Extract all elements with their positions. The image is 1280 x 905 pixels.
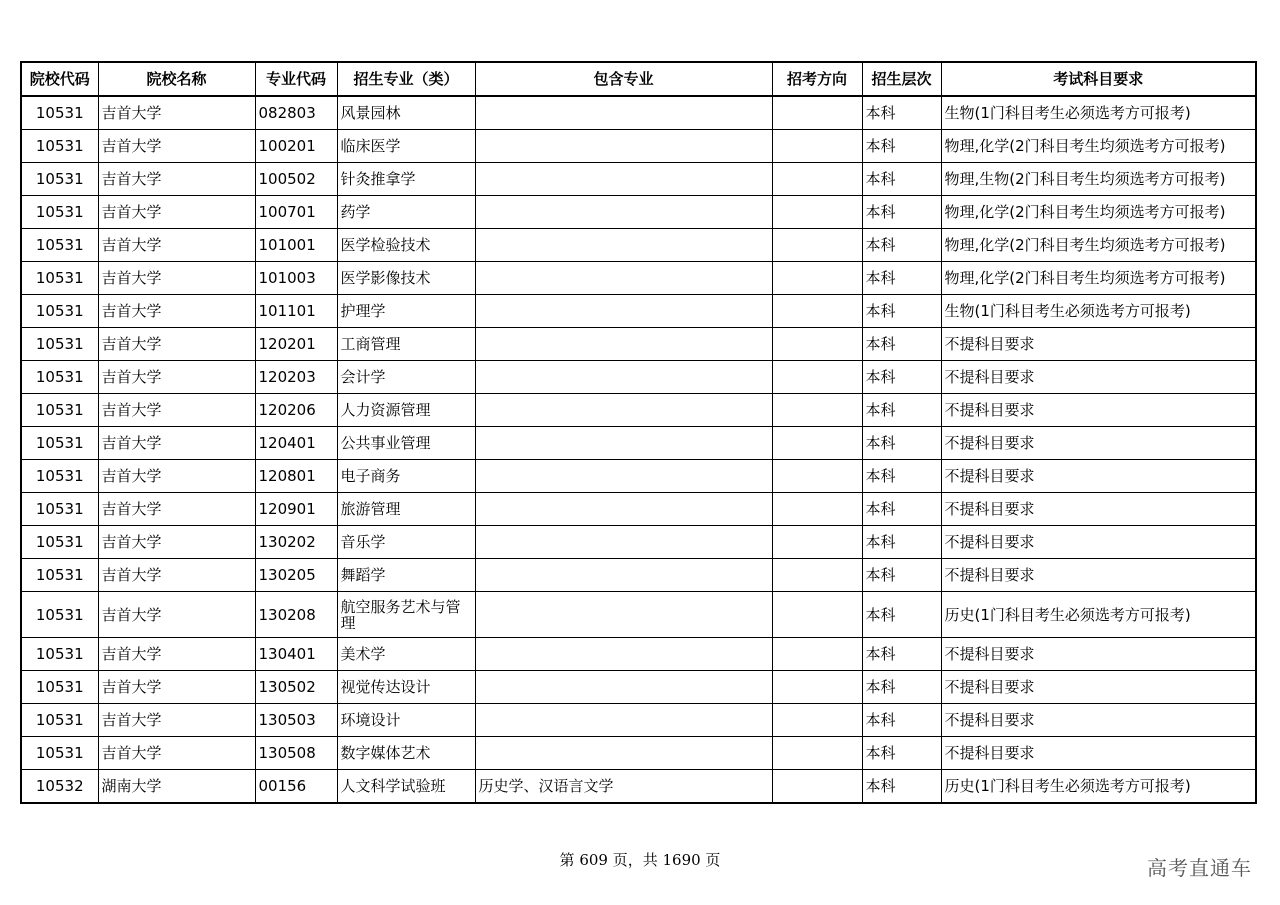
cell-major-code: 120206 <box>255 394 337 427</box>
cell-included-majors <box>475 526 772 559</box>
table-body <box>21 96 1256 803</box>
cell-included-majors <box>475 361 772 394</box>
cell-level: 本科 <box>862 328 941 361</box>
cell-direction <box>772 262 862 295</box>
cell-school-name: 吉首大学 <box>98 559 255 592</box>
cell-included-majors <box>475 229 772 262</box>
cell-major-code: 00156 <box>255 770 337 804</box>
cell-level: 本科 <box>862 295 941 328</box>
cell-school-code: 10531 <box>21 638 98 671</box>
cell-school-code: 10531 <box>21 493 98 526</box>
cell-school-code: 10531 <box>21 361 98 394</box>
cell-major-name: 护理学 <box>337 295 475 328</box>
cell-included-majors <box>475 328 772 361</box>
cell-included-majors <box>475 96 772 130</box>
cell-school-code: 10531 <box>21 196 98 229</box>
cell-direction <box>772 295 862 328</box>
table-row <box>21 229 1256 262</box>
cell-subject-requirement: 生物(1门科目考生必须选考方可报考) <box>941 96 1256 130</box>
cell-direction <box>772 130 862 163</box>
cell-included-majors <box>475 394 772 427</box>
cell-subject-requirement: 不提科目要求 <box>941 671 1256 704</box>
cell-major-code: 100701 <box>255 196 337 229</box>
cell-subject-requirement: 不提科目要求 <box>941 559 1256 592</box>
cell-subject-requirement: 不提科目要求 <box>941 328 1256 361</box>
table-row <box>21 427 1256 460</box>
table-row <box>21 592 1256 638</box>
cell-subject-requirement: 物理,生物(2门科目考生均须选考方可报考) <box>941 163 1256 196</box>
header-school-code: 院校代码 <box>21 62 98 96</box>
table-row <box>21 671 1256 704</box>
cell-included-majors <box>475 130 772 163</box>
cell-school-code: 10531 <box>21 526 98 559</box>
cell-school-name: 吉首大学 <box>98 427 255 460</box>
table-row <box>21 394 1256 427</box>
cell-level: 本科 <box>862 460 941 493</box>
cell-included-majors: 历史学、汉语言文学 <box>475 770 772 804</box>
cell-direction <box>772 638 862 671</box>
cell-major-code: 130508 <box>255 737 337 770</box>
cell-school-name: 吉首大学 <box>98 671 255 704</box>
cell-major-code: 130401 <box>255 638 337 671</box>
header-direction: 招考方向 <box>772 62 862 96</box>
cell-direction <box>772 592 862 638</box>
cell-major-name: 会计学 <box>337 361 475 394</box>
cell-school-code: 10531 <box>21 295 98 328</box>
cell-major-code: 120201 <box>255 328 337 361</box>
table-row <box>21 196 1256 229</box>
page-number: 第 609 页，共 1690 页 <box>559 851 721 869</box>
cell-subject-requirement: 不提科目要求 <box>941 361 1256 394</box>
cell-subject-requirement: 不提科目要求 <box>941 427 1256 460</box>
cell-subject-requirement: 不提科目要求 <box>941 704 1256 737</box>
table-row <box>21 638 1256 671</box>
cell-major-code: 101101 <box>255 295 337 328</box>
cell-major-name: 临床医学 <box>337 130 475 163</box>
cell-subject-requirement: 不提科目要求 <box>941 460 1256 493</box>
cell-school-code: 10531 <box>21 130 98 163</box>
cell-level: 本科 <box>862 96 941 130</box>
cell-level: 本科 <box>862 592 941 638</box>
cell-level: 本科 <box>862 638 941 671</box>
cell-subject-requirement: 不提科目要求 <box>941 493 1256 526</box>
cell-level: 本科 <box>862 427 941 460</box>
cell-major-name: 药学 <box>337 196 475 229</box>
table-row <box>21 96 1256 130</box>
enrollment-table <box>20 61 1257 804</box>
cell-included-majors <box>475 592 772 638</box>
cell-school-code: 10531 <box>21 737 98 770</box>
cell-level: 本科 <box>862 229 941 262</box>
cell-major-code: 100201 <box>255 130 337 163</box>
cell-included-majors <box>475 638 772 671</box>
table-row <box>21 559 1256 592</box>
cell-major-code: 130208 <box>255 592 337 638</box>
cell-level: 本科 <box>862 163 941 196</box>
cell-direction <box>772 671 862 704</box>
cell-major-name: 人文科学试验班 <box>337 770 475 804</box>
cell-direction <box>772 526 862 559</box>
cell-level: 本科 <box>862 361 941 394</box>
cell-level: 本科 <box>862 196 941 229</box>
cell-subject-requirement: 不提科目要求 <box>941 638 1256 671</box>
cell-subject-requirement: 不提科目要求 <box>941 526 1256 559</box>
cell-school-code: 10531 <box>21 460 98 493</box>
cell-included-majors <box>475 493 772 526</box>
cell-level: 本科 <box>862 671 941 704</box>
cell-level: 本科 <box>862 526 941 559</box>
cell-direction <box>772 559 862 592</box>
cell-direction <box>772 163 862 196</box>
cell-school-name: 吉首大学 <box>98 526 255 559</box>
cell-major-name: 工商管理 <box>337 328 475 361</box>
cell-school-code: 10531 <box>21 96 98 130</box>
cell-included-majors <box>475 737 772 770</box>
cell-major-name: 美术学 <box>337 638 475 671</box>
cell-included-majors <box>475 295 772 328</box>
table-row <box>21 737 1256 770</box>
cell-major-name: 医学影像技术 <box>337 262 475 295</box>
header-row <box>21 62 1256 96</box>
cell-direction <box>772 96 862 130</box>
cell-major-code: 120401 <box>255 427 337 460</box>
header-level: 招生层次 <box>862 62 941 96</box>
cell-major-name: 环境设计 <box>337 704 475 737</box>
cell-major-name: 针灸推拿学 <box>337 163 475 196</box>
cell-direction <box>772 196 862 229</box>
cell-school-name: 吉首大学 <box>98 394 255 427</box>
table-row <box>21 704 1256 737</box>
cell-major-name: 航空服务艺术与管理 <box>337 592 475 638</box>
cell-included-majors <box>475 559 772 592</box>
cell-included-majors <box>475 262 772 295</box>
cell-school-name: 吉首大学 <box>98 493 255 526</box>
cell-major-code: 120901 <box>255 493 337 526</box>
cell-major-name: 公共事业管理 <box>337 427 475 460</box>
cell-included-majors <box>475 460 772 493</box>
cell-subject-requirement: 物理,化学(2门科目考生均须选考方可报考) <box>941 196 1256 229</box>
cell-level: 本科 <box>862 130 941 163</box>
cell-included-majors <box>475 427 772 460</box>
cell-major-name: 人力资源管理 <box>337 394 475 427</box>
cell-school-name: 吉首大学 <box>98 704 255 737</box>
cell-subject-requirement: 历史(1门科目考生必须选考方可报考) <box>941 592 1256 638</box>
cell-major-code: 130202 <box>255 526 337 559</box>
cell-level: 本科 <box>862 737 941 770</box>
table-row <box>21 262 1256 295</box>
cell-major-name: 风景园林 <box>337 96 475 130</box>
table-row <box>21 361 1256 394</box>
table-row <box>21 295 1256 328</box>
cell-direction <box>772 737 862 770</box>
cell-school-name: 吉首大学 <box>98 361 255 394</box>
cell-school-code: 10531 <box>21 262 98 295</box>
cell-major-name: 视觉传达设计 <box>337 671 475 704</box>
cell-direction <box>772 328 862 361</box>
cell-level: 本科 <box>862 559 941 592</box>
cell-direction <box>772 704 862 737</box>
cell-subject-requirement: 不提科目要求 <box>941 394 1256 427</box>
header-school-name: 院校名称 <box>98 62 255 96</box>
header-subject-requirement: 考试科目要求 <box>941 62 1256 96</box>
header-major-name: 招生专业（类） <box>337 62 475 96</box>
cell-school-name: 吉首大学 <box>98 229 255 262</box>
cell-subject-requirement: 历史(1门科目考生必须选考方可报考) <box>941 770 1256 804</box>
cell-major-name: 医学检验技术 <box>337 229 475 262</box>
cell-direction <box>772 460 862 493</box>
cell-school-code: 10531 <box>21 163 98 196</box>
cell-subject-requirement: 生物(1门科目考生必须选考方可报考) <box>941 295 1256 328</box>
cell-school-name: 吉首大学 <box>98 328 255 361</box>
cell-school-name: 吉首大学 <box>98 592 255 638</box>
cell-level: 本科 <box>862 704 941 737</box>
cell-school-name: 湖南大学 <box>98 770 255 804</box>
cell-school-code: 10531 <box>21 394 98 427</box>
cell-school-name: 吉首大学 <box>98 262 255 295</box>
cell-level: 本科 <box>862 262 941 295</box>
cell-school-code: 10531 <box>21 229 98 262</box>
cell-direction <box>772 770 862 804</box>
cell-major-code: 101001 <box>255 229 337 262</box>
header-major-code: 专业代码 <box>255 62 337 96</box>
cell-major-code: 120801 <box>255 460 337 493</box>
cell-school-code: 10531 <box>21 671 98 704</box>
cell-level: 本科 <box>862 493 941 526</box>
cell-major-code: 120203 <box>255 361 337 394</box>
cell-major-name: 旅游管理 <box>337 493 475 526</box>
cell-subject-requirement: 物理,化学(2门科目考生均须选考方可报考) <box>941 262 1256 295</box>
cell-school-code: 10531 <box>21 427 98 460</box>
cell-included-majors <box>475 196 772 229</box>
cell-major-name: 音乐学 <box>337 526 475 559</box>
cell-major-code: 130205 <box>255 559 337 592</box>
cell-major-code: 130503 <box>255 704 337 737</box>
cell-major-code: 101003 <box>255 262 337 295</box>
cell-school-name: 吉首大学 <box>98 196 255 229</box>
watermark: 高考直通车 <box>1147 856 1252 880</box>
cell-level: 本科 <box>862 770 941 804</box>
cell-subject-requirement: 物理,化学(2门科目考生均须选考方可报考) <box>941 130 1256 163</box>
header-included-majors: 包含专业 <box>475 62 772 96</box>
cell-direction <box>772 229 862 262</box>
table-row <box>21 460 1256 493</box>
cell-school-name: 吉首大学 <box>98 163 255 196</box>
table-row <box>21 130 1256 163</box>
table-row <box>21 526 1256 559</box>
cell-school-name: 吉首大学 <box>98 130 255 163</box>
cell-included-majors <box>475 671 772 704</box>
cell-subject-requirement: 不提科目要求 <box>941 737 1256 770</box>
cell-major-code: 130502 <box>255 671 337 704</box>
cell-major-name: 数字媒体艺术 <box>337 737 475 770</box>
cell-school-code: 10531 <box>21 704 98 737</box>
table-row <box>21 770 1256 804</box>
cell-school-code: 10532 <box>21 770 98 804</box>
cell-direction <box>772 427 862 460</box>
table-row <box>21 493 1256 526</box>
cell-school-code: 10531 <box>21 592 98 638</box>
cell-included-majors <box>475 704 772 737</box>
cell-major-code: 082803 <box>255 96 337 130</box>
cell-direction <box>772 394 862 427</box>
cell-school-name: 吉首大学 <box>98 460 255 493</box>
cell-included-majors <box>475 163 772 196</box>
cell-school-code: 10531 <box>21 559 98 592</box>
cell-school-code: 10531 <box>21 328 98 361</box>
cell-school-name: 吉首大学 <box>98 638 255 671</box>
cell-direction <box>772 493 862 526</box>
cell-major-name: 电子商务 <box>337 460 475 493</box>
cell-school-name: 吉首大学 <box>98 737 255 770</box>
cell-major-name: 舞蹈学 <box>337 559 475 592</box>
cell-school-name: 吉首大学 <box>98 295 255 328</box>
cell-subject-requirement: 物理,化学(2门科目考生均须选考方可报考) <box>941 229 1256 262</box>
table-row <box>21 163 1256 196</box>
table-row <box>21 328 1256 361</box>
cell-level: 本科 <box>862 394 941 427</box>
cell-direction <box>772 361 862 394</box>
cell-school-name: 吉首大学 <box>98 96 255 130</box>
cell-major-code: 100502 <box>255 163 337 196</box>
